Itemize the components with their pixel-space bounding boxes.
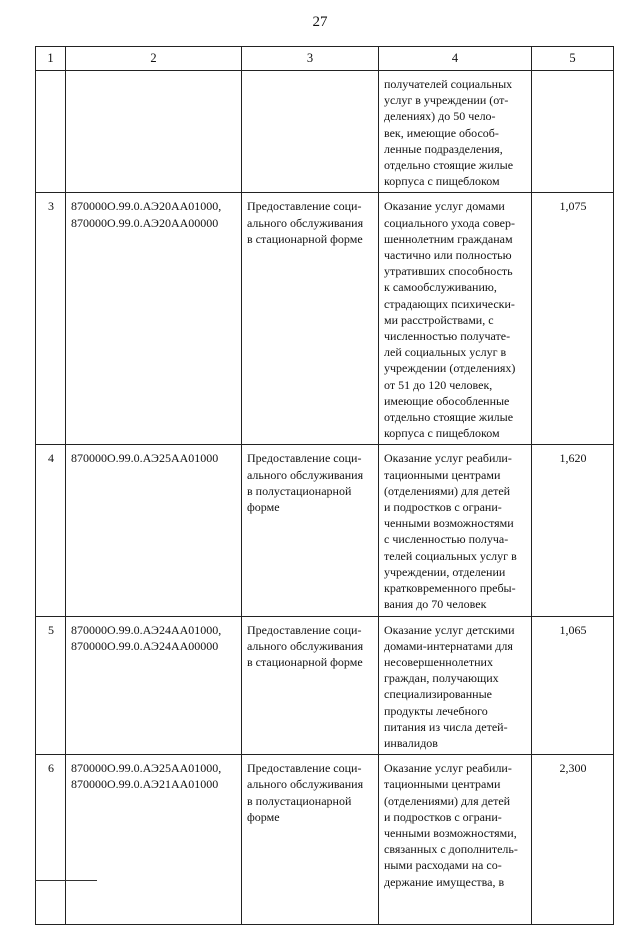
value-cell: 1,620 <box>532 445 614 616</box>
description-cell-line: численностью получате- <box>384 329 511 344</box>
code-cell <box>66 193 242 445</box>
description-cell-line: Оказание услуг детскими <box>384 622 515 637</box>
description-cell-line: век, имеющие обособ- <box>384 125 499 140</box>
description-cell-line: специализированные <box>384 687 492 702</box>
table-row <box>36 71 614 193</box>
description-cell-line: к самообслуживанию, <box>384 280 497 295</box>
code-cell-line: 870000О.99.0.АЭ25АА01000 <box>71 451 219 466</box>
row-number-cell <box>36 71 66 193</box>
description-cell-line: ченными возможностями, <box>384 825 517 840</box>
description-cell <box>379 193 532 445</box>
code-cell <box>66 755 242 925</box>
header-cell: 2 <box>66 47 242 71</box>
header-cell: 4 <box>379 47 532 71</box>
description-cell-line: отдельно стоящие жилые <box>384 410 514 425</box>
row-number-cell: 4 <box>36 445 66 616</box>
description-cell-line: Оказание услуг реабили- <box>384 451 512 466</box>
row-number-cell: 6 <box>36 755 66 925</box>
description-cell-line: вания до 70 человек <box>384 597 487 612</box>
service-type-cell-line: форме <box>247 809 280 824</box>
service-type-cell-line: ального обслуживания <box>247 638 364 653</box>
description-cell-line: инвалидов <box>384 735 438 750</box>
service-type-cell-line: Предоставление соци- <box>247 451 362 466</box>
code-cell-line: 870000О.99.0.АЭ20АА01000, <box>71 199 222 214</box>
service-type-cell-line: ального обслуживания <box>247 215 364 230</box>
description-cell <box>379 616 532 755</box>
page-number: 27 <box>312 14 328 30</box>
description-cell-line: Оказание услуг домами <box>384 199 505 214</box>
service-type-cell-line: в стационарной форме <box>247 654 363 669</box>
code-cell <box>66 616 242 755</box>
value-cell <box>532 71 614 193</box>
description-cell-line: отдельно стоящие жилые <box>384 158 514 173</box>
code-cell <box>66 71 242 193</box>
description-cell-line: (отделениями) для детей <box>384 483 511 498</box>
description-cell-line: корпуса с пищеблоком <box>384 174 500 189</box>
service-type-cell-line: Предоставление соци- <box>247 622 362 637</box>
service-type-cell-line: ального обслуживания <box>247 467 364 482</box>
description-cell-line: Оказание услуг реабили- <box>384 761 512 776</box>
description-cell-line: страдающих психически- <box>384 296 515 311</box>
table-row <box>36 616 614 755</box>
service-type-cell <box>242 755 379 925</box>
row-number-cell: 5 <box>36 616 66 755</box>
value-cell: 1,065 <box>532 616 614 755</box>
footnote-rule <box>35 880 97 881</box>
description-cell-line: связанных с дополнитель- <box>384 842 518 857</box>
service-type-cell-line: Предоставление соци- <box>247 199 362 214</box>
description-cell-line: и подростков с ограни- <box>384 809 502 824</box>
description-cell-line: и подростков с ограни- <box>384 500 502 515</box>
code-cell-line: 870000О.99.0.АЭ25АА01000, <box>71 761 222 776</box>
code-cell-line: 870000О.99.0.АЭ20АА00000 <box>71 215 219 230</box>
description-cell-line: граждан, получающих <box>384 671 499 686</box>
description-cell-line: ными расходами на со- <box>384 858 502 873</box>
service-type-cell <box>242 71 379 193</box>
service-type-cell-line: в полустационарной <box>247 483 352 498</box>
description-cell-line: утративших способность <box>384 264 513 279</box>
service-type-cell <box>242 445 379 616</box>
description-cell <box>379 755 532 925</box>
header-cell: 5 <box>532 47 614 71</box>
description-cell-line: продукты лечебного <box>384 703 488 718</box>
table-row <box>36 445 614 616</box>
description-cell-line: ми расстройствами, с <box>384 312 494 327</box>
service-type-cell-line: Предоставление соци- <box>247 761 362 776</box>
description-cell-line: от 51 до 120 человек, <box>384 377 493 392</box>
code-cell <box>66 445 242 616</box>
service-type-cell <box>242 616 379 755</box>
description-cell-line: учреждении (отделениях) <box>384 361 516 376</box>
service-type-cell-line: в стационарной форме <box>247 231 363 246</box>
description-cell-line: телей социальных услуг в <box>384 548 517 563</box>
description-cell-line: ченными возможностями <box>384 516 514 531</box>
description-cell-line: делениях) до 50 чело- <box>384 109 496 124</box>
code-cell-line: 870000О.99.0.АЭ24АА00000 <box>71 638 219 653</box>
description-cell-line: тационными центрами <box>384 467 501 482</box>
description-cell-line: услуг в учреждении (от- <box>384 93 509 108</box>
description-cell-line: несовершеннолетних <box>384 654 493 669</box>
description-cell-line: (отделениями) для детей <box>384 793 511 808</box>
description-cell-line: питания из числа детей- <box>384 719 508 734</box>
service-type-cell-line: в полустационарной <box>247 793 352 808</box>
description-cell-line: корпуса с пищеблоком <box>384 426 500 441</box>
header-cell: 3 <box>242 47 379 71</box>
value-cell: 1,075 <box>532 193 614 445</box>
services-table <box>35 46 614 925</box>
table-row <box>36 755 614 925</box>
description-cell <box>379 445 532 616</box>
description-cell-line: получателей социальных <box>384 77 513 91</box>
service-type-cell <box>242 193 379 445</box>
row-number-cell: 3 <box>36 193 66 445</box>
description-cell-line: держание имущества, в <box>384 874 505 889</box>
header-cell: 1 <box>36 47 66 71</box>
table-header-row <box>36 47 614 71</box>
description-cell-line: домами-интернатами для <box>384 638 513 653</box>
description-cell-line: с численностью получа- <box>384 532 509 547</box>
table-row <box>36 193 614 445</box>
description-cell-line: ленные подразделения, <box>384 141 503 156</box>
code-cell-line: 870000О.99.0.АЭ24АА01000, <box>71 622 222 637</box>
description-cell-line: шеннолетним гражданам <box>384 231 513 246</box>
description-cell-line: лей социальных услуг в <box>384 345 507 360</box>
description-cell-line: кратковременного пребы- <box>384 581 516 596</box>
service-type-cell-line: форме <box>247 500 280 515</box>
description-cell-line: учреждении, отделении <box>384 564 506 579</box>
description-cell-line: тационными центрами <box>384 777 501 792</box>
description-cell <box>379 71 532 193</box>
description-cell-line: социального ухода совер- <box>384 215 515 230</box>
value-cell: 2,300 <box>532 755 614 925</box>
code-cell-line: 870000О.99.0.АЭ21АА01000 <box>71 777 219 792</box>
service-type-cell-line: ального обслуживания <box>247 777 364 792</box>
description-cell-line: имеющие обособленные <box>384 393 510 408</box>
description-cell-line: частично или полностью <box>384 248 512 263</box>
